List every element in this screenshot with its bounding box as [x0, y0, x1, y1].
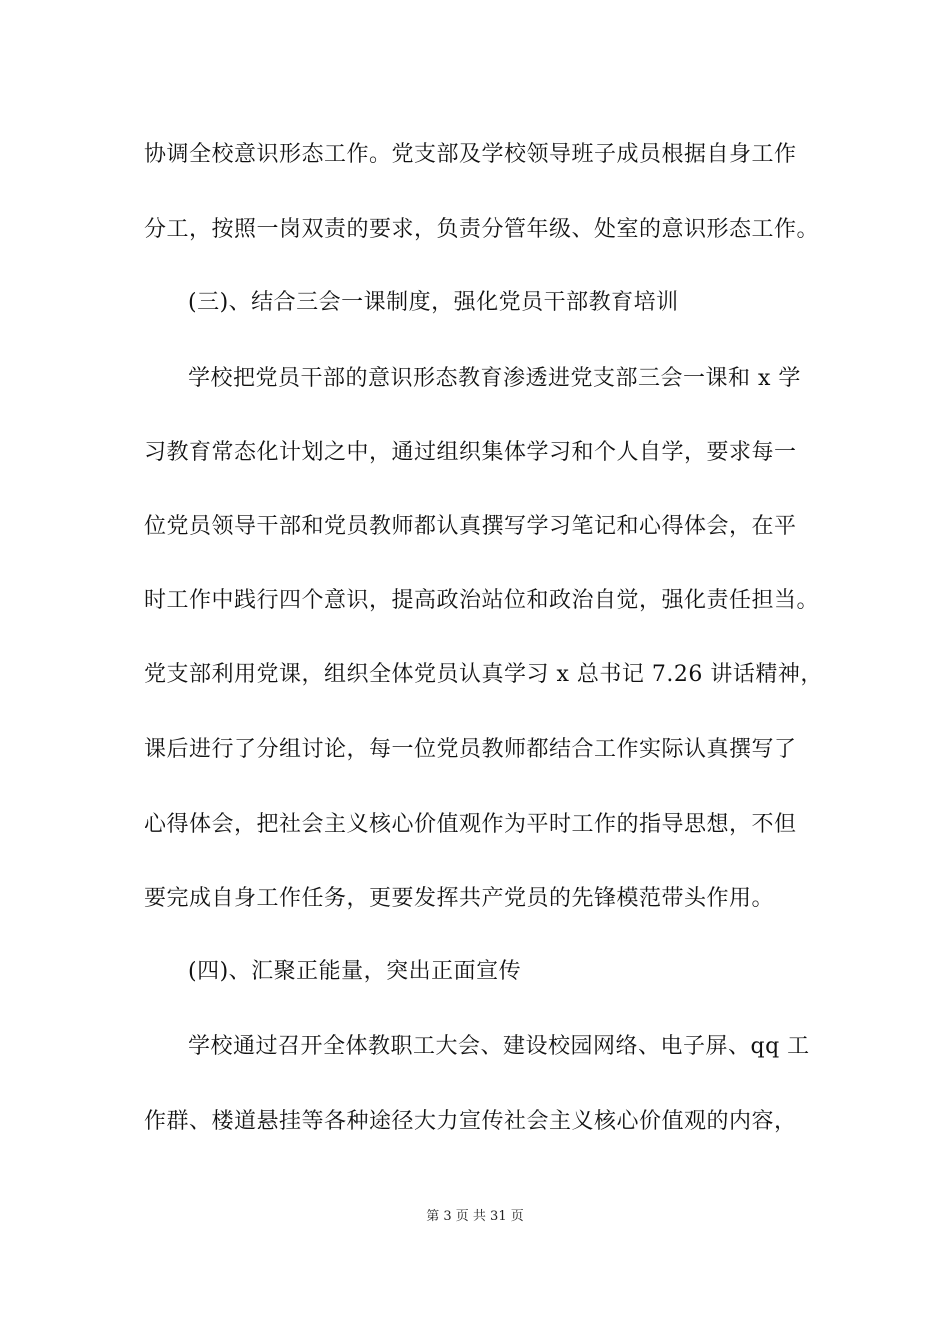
body-line-1: 协调全校意识形态工作。党支部及学校领导班子成员根据自身工作: [144, 142, 797, 167]
section-heading-3: (三)、结合三会一课制度，强化党员干部教育培训: [188, 290, 679, 315]
body-line-6: 位党员领导干部和党员教师都认真撰写学习笔记和心得体会，在平: [144, 514, 797, 539]
body-line-9: 课后进行了分组讨论，每一位党员教师都结合工作实际认真撰写了: [144, 737, 797, 762]
body-line-10: 心得体会，把社会主义核心价值观作为平时工作的指导思想，不但: [144, 812, 797, 837]
body-line-14: 作群、楼道悬挂等各种途径大力宣传社会主义核心价值观的内容，: [144, 1109, 797, 1134]
page-number-footer: 第 3 页 共 31 页: [426, 1209, 524, 1224]
body-line-4: 学校把党员干部的意识形态教育渗透进党支部三会一课和 x 学: [188, 366, 801, 391]
body-line-5: 习教育常态化计划之中，通过组织集体学习和个人自学，要求每一: [144, 440, 797, 465]
body-line-8: 党支部利用党课，组织全体党员认真学习 x 总书记 7.26 讲话精神，: [144, 662, 823, 687]
body-line-2: 分工，按照一岗双责的要求，负责分管年级、处室的意识形态工作。: [144, 217, 820, 242]
section-heading-4: (四)、汇聚正能量，突出正面宣传: [188, 959, 522, 984]
body-line-13: 学校通过召开全体教职工大会、建设校园网络、电子屏、qq 工: [188, 1034, 810, 1059]
body-line-11: 要完成自身工作任务，更要发挥共产党员的先锋模范带头作用。: [144, 886, 775, 911]
body-line-7: 时工作中践行四个意识，提高政治站位和政治自觉，强化责任担当。: [144, 588, 820, 613]
